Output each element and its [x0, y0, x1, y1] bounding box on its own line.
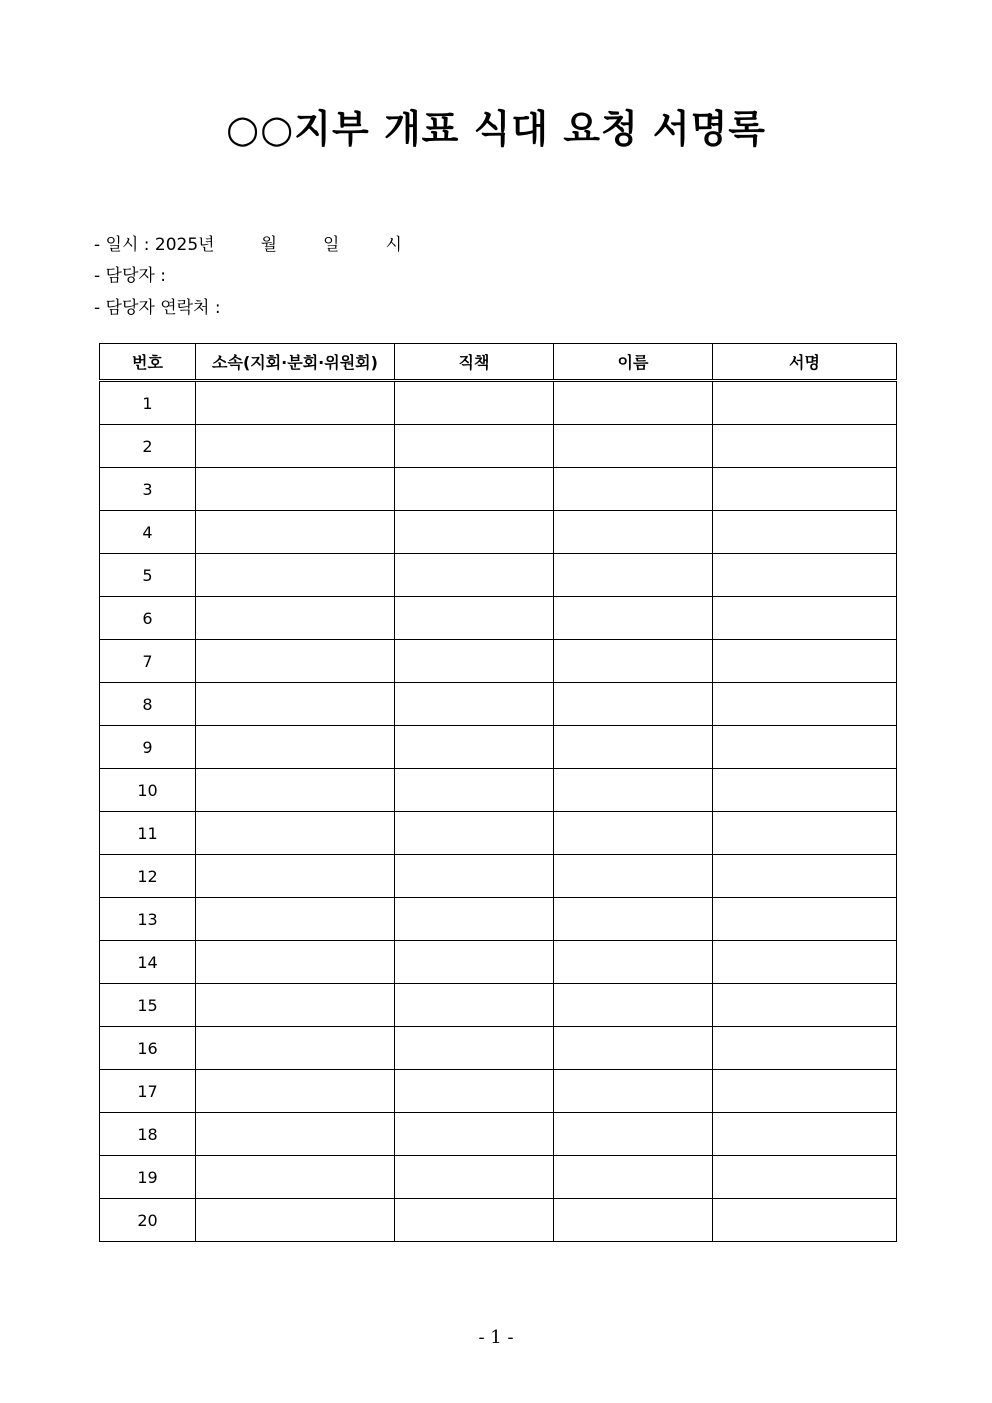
affiliation-cell[interactable]: [196, 554, 395, 597]
row-number: 18: [100, 1113, 196, 1156]
position-cell[interactable]: [395, 941, 554, 984]
table-row: [100, 683, 897, 726]
name-cell[interactable]: [554, 511, 713, 554]
table-row: [100, 984, 897, 1027]
table-row: [100, 1113, 897, 1156]
name-cell[interactable]: [554, 597, 713, 640]
position-cell[interactable]: [395, 1070, 554, 1113]
row-number: 8: [100, 683, 196, 726]
position-cell[interactable]: [395, 640, 554, 683]
datetime-prefix: - 일시 : 2025년: [94, 235, 215, 255]
manager-line: - 담당자 :: [94, 266, 166, 286]
signature-cell[interactable]: [713, 640, 897, 683]
signature-cell[interactable]: [713, 1199, 897, 1242]
name-cell[interactable]: [554, 726, 713, 769]
signature-cell[interactable]: [713, 984, 897, 1027]
affiliation-cell[interactable]: [196, 984, 395, 1027]
row-number: 19: [100, 1156, 196, 1199]
signature-cell[interactable]: [713, 597, 897, 640]
affiliation-cell[interactable]: [196, 855, 395, 898]
affiliation-cell[interactable]: [196, 1113, 395, 1156]
signature-cell[interactable]: [713, 855, 897, 898]
header-affiliation: 소속(지회·분회·위원회): [196, 344, 395, 381]
row-number: 3: [100, 468, 196, 511]
signature-cell[interactable]: [713, 1070, 897, 1113]
row-number: 6: [100, 597, 196, 640]
row-number: 5: [100, 554, 196, 597]
signature-cell[interactable]: [713, 1027, 897, 1070]
signature-cell[interactable]: [713, 769, 897, 812]
affiliation-cell[interactable]: [196, 898, 395, 941]
signature-cell[interactable]: [713, 511, 897, 554]
row-number: 14: [100, 941, 196, 984]
affiliation-cell[interactable]: [196, 1027, 395, 1070]
affiliation-cell[interactable]: [196, 381, 395, 425]
name-cell[interactable]: [554, 640, 713, 683]
table-row: [100, 425, 897, 468]
table-row: [100, 1070, 897, 1113]
affiliation-cell[interactable]: [196, 1156, 395, 1199]
row-number: 2: [100, 425, 196, 468]
name-cell[interactable]: [554, 984, 713, 1027]
signature-cell[interactable]: [713, 812, 897, 855]
name-cell[interactable]: [554, 1027, 713, 1070]
position-cell[interactable]: [395, 1027, 554, 1070]
datetime-line: [94, 235, 402, 255]
row-number: 16: [100, 1027, 196, 1070]
table-row: [100, 898, 897, 941]
table-row: [100, 812, 897, 855]
contact-line: - 담당자 연락처 :: [94, 298, 221, 318]
name-cell[interactable]: [554, 1070, 713, 1113]
affiliation-cell[interactable]: [196, 941, 395, 984]
row-number: 15: [100, 984, 196, 1027]
table-row: [100, 381, 897, 425]
page-number: - 1 -: [478, 1327, 514, 1348]
position-cell[interactable]: [395, 984, 554, 1027]
signature-cell[interactable]: [713, 726, 897, 769]
table-row: [100, 1156, 897, 1199]
affiliation-cell[interactable]: [196, 1199, 395, 1242]
signature-cell[interactable]: [713, 898, 897, 941]
name-cell[interactable]: [554, 855, 713, 898]
hour-label: 시: [385, 235, 402, 255]
position-cell[interactable]: [395, 597, 554, 640]
table-row: [100, 726, 897, 769]
signature-cell[interactable]: [713, 381, 897, 425]
position-cell[interactable]: [395, 726, 554, 769]
signature-cell[interactable]: [713, 1113, 897, 1156]
position-cell[interactable]: [395, 1113, 554, 1156]
affiliation-cell[interactable]: [196, 468, 395, 511]
row-number: 10: [100, 769, 196, 812]
name-cell[interactable]: [554, 425, 713, 468]
affiliation-cell[interactable]: [196, 1070, 395, 1113]
signature-cell[interactable]: [713, 941, 897, 984]
position-cell[interactable]: [395, 468, 554, 511]
position-cell[interactable]: [395, 425, 554, 468]
affiliation-cell[interactable]: [196, 511, 395, 554]
day-label: 일: [323, 235, 340, 255]
name-cell[interactable]: [554, 1113, 713, 1156]
row-number: 9: [100, 726, 196, 769]
table-body: [100, 381, 897, 1242]
position-cell[interactable]: [395, 898, 554, 941]
row-number: 11: [100, 812, 196, 855]
affiliation-cell[interactable]: [196, 812, 395, 855]
table-row: [100, 597, 897, 640]
name-cell[interactable]: [554, 381, 713, 425]
table-row: [100, 468, 897, 511]
row-number: 20: [100, 1199, 196, 1242]
position-cell[interactable]: [395, 769, 554, 812]
position-cell[interactable]: [395, 683, 554, 726]
row-number: 7: [100, 640, 196, 683]
signature-cell[interactable]: [713, 1156, 897, 1199]
table-row: [100, 1199, 897, 1242]
table-row: [100, 855, 897, 898]
table-row: [100, 769, 897, 812]
month-label: 월: [260, 235, 278, 255]
name-cell[interactable]: [554, 769, 713, 812]
header-name: 이름: [554, 344, 713, 381]
position-cell[interactable]: [395, 812, 554, 855]
affiliation-cell[interactable]: [196, 683, 395, 726]
header-position: 직책: [395, 344, 554, 381]
name-cell[interactable]: [554, 683, 713, 726]
position-cell[interactable]: [395, 554, 554, 597]
position-cell[interactable]: [395, 1156, 554, 1199]
affiliation-cell[interactable]: [196, 597, 395, 640]
position-cell[interactable]: [395, 855, 554, 898]
name-cell[interactable]: [554, 812, 713, 855]
position-cell[interactable]: [395, 381, 554, 425]
position-cell[interactable]: [395, 511, 554, 554]
name-cell[interactable]: [554, 1199, 713, 1242]
affiliation-cell[interactable]: [196, 769, 395, 812]
document-title: ○○지부 개표 식대 요청 서명록: [225, 107, 767, 151]
name-cell[interactable]: [554, 898, 713, 941]
signature-cell[interactable]: [713, 425, 897, 468]
row-number: 4: [100, 511, 196, 554]
table-row: [100, 554, 897, 597]
signature-cell[interactable]: [713, 554, 897, 597]
name-cell[interactable]: [554, 1156, 713, 1199]
table-row: [100, 941, 897, 984]
table-row: [100, 511, 897, 554]
signature-table: [99, 343, 897, 1242]
header-signature: 서명: [713, 344, 897, 381]
row-number: 12: [100, 855, 196, 898]
name-cell[interactable]: [554, 468, 713, 511]
signature-cell[interactable]: [713, 683, 897, 726]
header-number: 번호: [100, 344, 196, 381]
table-row: [100, 640, 897, 683]
affiliation-cell[interactable]: [196, 726, 395, 769]
name-cell[interactable]: [554, 554, 713, 597]
affiliation-cell[interactable]: [196, 425, 395, 468]
table-header-row: [100, 344, 897, 381]
row-number: 1: [100, 381, 196, 425]
signature-cell[interactable]: [713, 468, 897, 511]
table-row: [100, 1027, 897, 1070]
row-number: 17: [100, 1070, 196, 1113]
position-cell[interactable]: [395, 1199, 554, 1242]
row-number: 13: [100, 898, 196, 941]
affiliation-cell[interactable]: [196, 640, 395, 683]
name-cell[interactable]: [554, 941, 713, 984]
